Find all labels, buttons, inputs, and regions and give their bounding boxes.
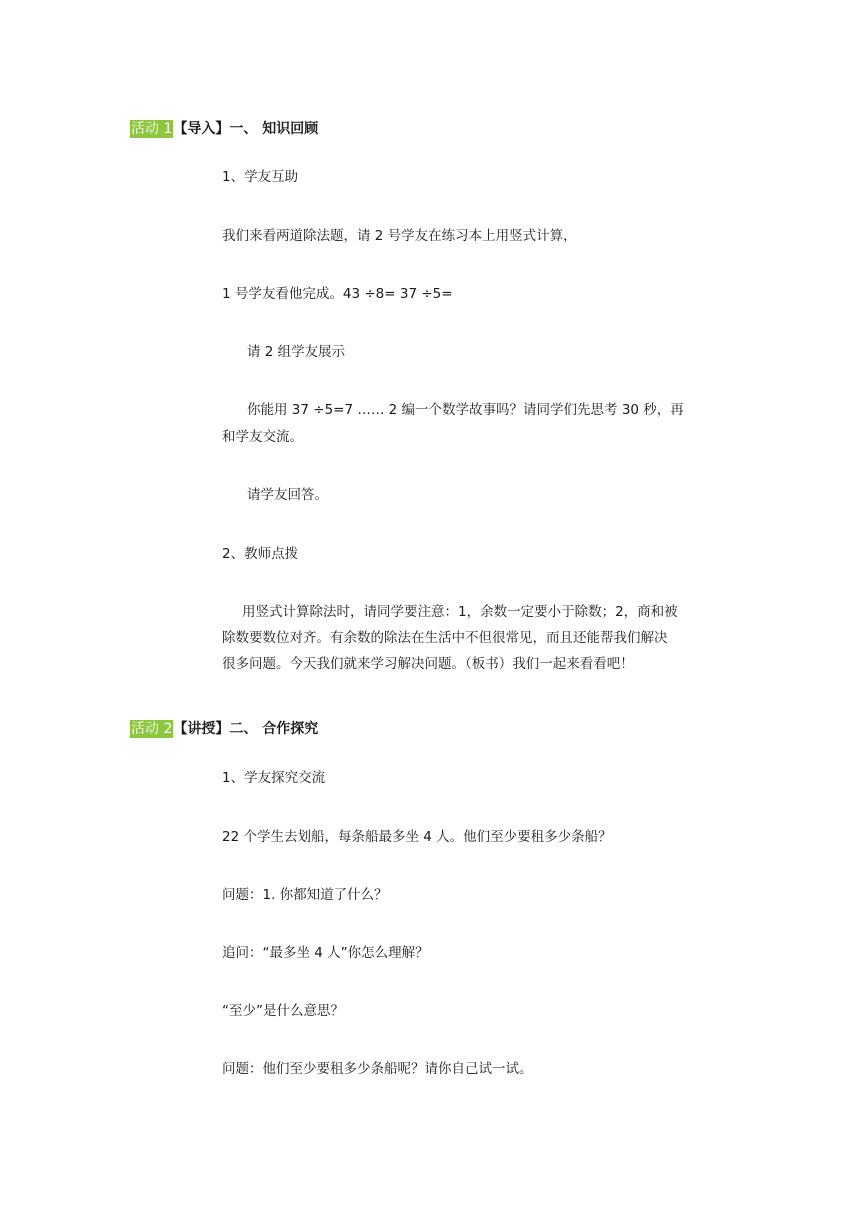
- text-line: 追问：“最多坐 4 人”你怎么理解？: [222, 945, 429, 961]
- text-line: 1 号学友看他完成。43 ÷8= 37 ÷5=: [222, 286, 453, 302]
- activity-2-heading: [130, 719, 318, 739]
- text-line: 问题：他们至少要租多少条船呢？请你自己试一试。: [222, 1061, 533, 1077]
- text-line: 请 2 组学友展示: [247, 344, 346, 360]
- text-line: 我们来看两道除法题，请 2 号学友在练习本上用竖式计算，: [222, 228, 577, 244]
- section-1-heading: 1、学友互助: [222, 169, 299, 185]
- section-1-heading: 1、学友探究交流: [222, 770, 326, 786]
- text-line: 很多问题。今天我们就来学习解决问题。（板书）我们一起来看看吧！: [222, 656, 634, 672]
- activity-1-heading: [130, 119, 318, 139]
- activity-2-tag: 活动 2: [131, 721, 173, 737]
- text-line: 问题：1. 你都知道了什么？: [222, 887, 388, 903]
- text-line: 除数要数位对齐。有余数的除法在生活中不但很常见，而且还能帮我们解决: [222, 630, 668, 646]
- activity-1-title: 【导入】一、 知识回顾: [173, 121, 319, 137]
- text-line: 22 个学生去划船，每条船最多坐 4 人。他们至少要租多少条船？: [222, 829, 612, 845]
- activity-1-tag: 活动 1: [131, 121, 173, 137]
- section-2-heading: 2、教师点拨: [222, 546, 299, 562]
- text-line: 用竖式计算除法时，请同学要注意：1，余数一定要小于除数；2，商和被: [242, 604, 678, 620]
- text-line: 请学友回答。: [247, 487, 328, 503]
- text-line: “至少”是什么意思？: [222, 1003, 344, 1019]
- activity-2-title: 【讲授】二、 合作探究: [173, 721, 319, 737]
- text-line: 和学友交流。: [222, 429, 303, 445]
- text-line: 你能用 37 ÷5=7 …… 2 编一个数学故事吗？请同学们先思考 30 秒，再: [247, 402, 684, 418]
